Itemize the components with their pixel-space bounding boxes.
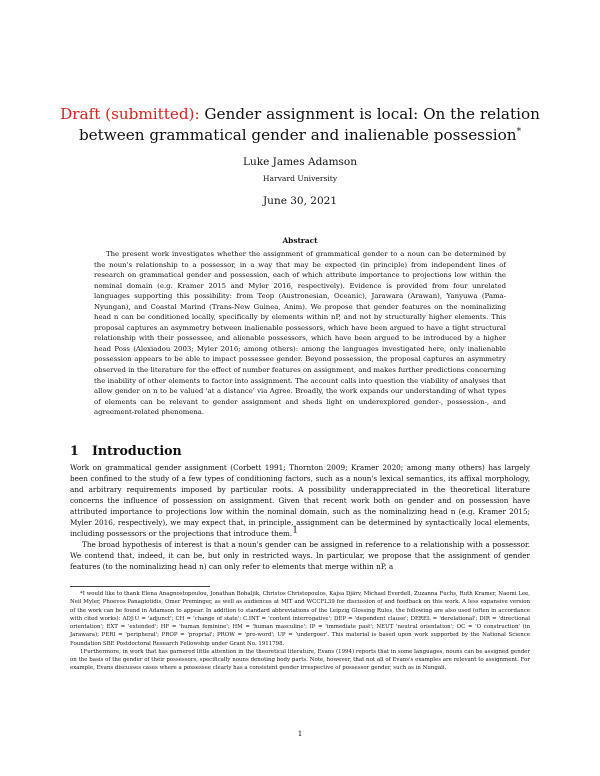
paper-title bbox=[60, 104, 540, 146]
footnote-rule bbox=[70, 586, 210, 587]
paper-date: June 30, 2021 bbox=[262, 195, 338, 207]
title-line-1: Gender assignment is local: On the relation bbox=[204, 105, 540, 123]
body-text bbox=[70, 462, 530, 572]
section-number: 1 bbox=[70, 443, 79, 458]
draft-label: Draft (submitted): bbox=[60, 105, 200, 123]
abstract-text: The present work investigates whether the assignment of grammatical gender to a noun can be determined by the noun's relationship to a possessor, in a way that may be expected (in principle) from independent lines of research on grammatical gender and possession, each of which attribute importance to projections low within the nominal domain (e.g. Kramer 2015 and Myler 2016, respectively). Evidence is provided from four unrelated languages supporting this possibility: from Teop (Austronesian, Oceanic), Jarawara (Arawan), Yanyuwa (Pama-Nyungan), and Coastal Marind (Trans-New Guinea, Anim). We propose that gender features on the nominalizing head n can be conditioned locally, specifically by elements within nP, and not by structurally higher elements. This proposal captures an asymmetry between inalienable possessors, which have been argued to have a tight structural relationship with their possessee, and alienable possessors, which have been argued to be introduced by a higher head Poss (Alexiadou 2003; Myler 2016; among others): among the languages investigated here, only inalienable possession appears to be able to impact possessee gender. Beyond possession, the proposal captures an asymmetry observed in the literature for the effect of number features on assignment, and makes further predictions concerning the inability of other elements to factor into assignment. The account calls into question the viability of analyses that allow gender on n to be valued 'at a distance' via Agree. Broadly, the work expands our understanding of what types of elements can be relevant to gender assignment and sheds light on underexplored gender-, possession-, and agreement-related phenomena. bbox=[94, 250, 506, 417]
body-paragraph-1 bbox=[70, 462, 530, 539]
author-affiliation: Harvard University bbox=[262, 174, 338, 183]
section-title: Introduction bbox=[92, 443, 182, 458]
page-number: 1 bbox=[297, 729, 303, 738]
section-heading bbox=[70, 443, 182, 458]
title-line-2: between grammatical gender and inalienable possession bbox=[78, 126, 517, 144]
body-paragraph-2: The broad hypothesis of interest is that a noun's gender can be assigned in reference to a relationship with a possessor. We contend that, indeed, it can be, but only in restricted ways. In particular, we propose that the assignment of gender features (to the nominalizing head n) can only refer to elements that merge within nP, a bbox=[70, 540, 530, 572]
paragraph-1-text: Work on grammatical gender assignment (Corbett 1991; Thornton 2009; Kramer 2020; among many others) has largely been confined to the study of a few types of conditioning factors, such as a noun's lexical semantics, its affixal morphology, and arbitrary requirements imposed by particular roots. A possibility underappreciated in the theoretical literature concerns the influence of possession on assignment. Given that recent work both on gender and on possession have attributed importance to projections low within the nominal domain, such as the nominalizing head n (e.g. Kramer 2015; Myler 2016, respectively), we may expect that, in principle, assignment can be determined by syntactically local elements, including possessors or the projections that introduce them. bbox=[70, 463, 530, 539]
author-name: Luke James Adamson bbox=[242, 156, 357, 168]
abstract-heading: Abstract bbox=[282, 236, 318, 245]
footnote-mark-1: 1 bbox=[292, 525, 298, 536]
footnotes bbox=[70, 590, 530, 673]
title-footnote-mark: * bbox=[516, 126, 522, 137]
footnote-1: 1Furthermore, in work that has garnered little attention in the theoretical literature, Evans (1994) reports that in some languages, nouns can be assigned gender on the basis of the gender of their possessors, specifically nouns denoting body parts. Note, however, that not all of Evans's examples are relevant to assignment. For example, Evans discusses cases where a possessee clearly has a consistent gender irrespective of possessor gender, such as in Nungali. bbox=[70, 648, 530, 672]
footnote-acknowledgements: *I would like to thank Elena Anagnostopoulou, Jonathan Bobaljik, Christos Christopoulos, Kajsa Djärv, Michael Everdell, Zuzanna Fuchs, Ruth Kramer, Naomi Lee, Neil Myler, Phoevos Panagiotidis, Omer Preminger, as well as audiences at MIT and WCCFL39 for discussion of and feedback on this work. A less expansive version of the work can be found in Adamson to appear. In addition to standard abbreviations of the Leipzig Glossing Rules, the following are also used (often in accordance with cited works): ADJ:U = 'adjunct'; CH = 'change of state'; C.INT = 'content interrogative'; DEP = 'dependent clause'; DEREL = 'derelational'; DIR = 'directional orientation'; EXT = 'extended'; HF = 'human feminine'; HM = 'human masculine'; IP = 'immediate past'; NEUT 'neutral orientation'; OC = 'O construction' (in Jarawara); PERI = 'peripheral'; PROP = 'proprial'; PROW = 'pro-word'; UP = 'undergoer'. This material is based upon work supported by the National Science Foundation SBE Postdoctoral Research Fellowship under Grant No. 1911798. bbox=[70, 591, 530, 647]
